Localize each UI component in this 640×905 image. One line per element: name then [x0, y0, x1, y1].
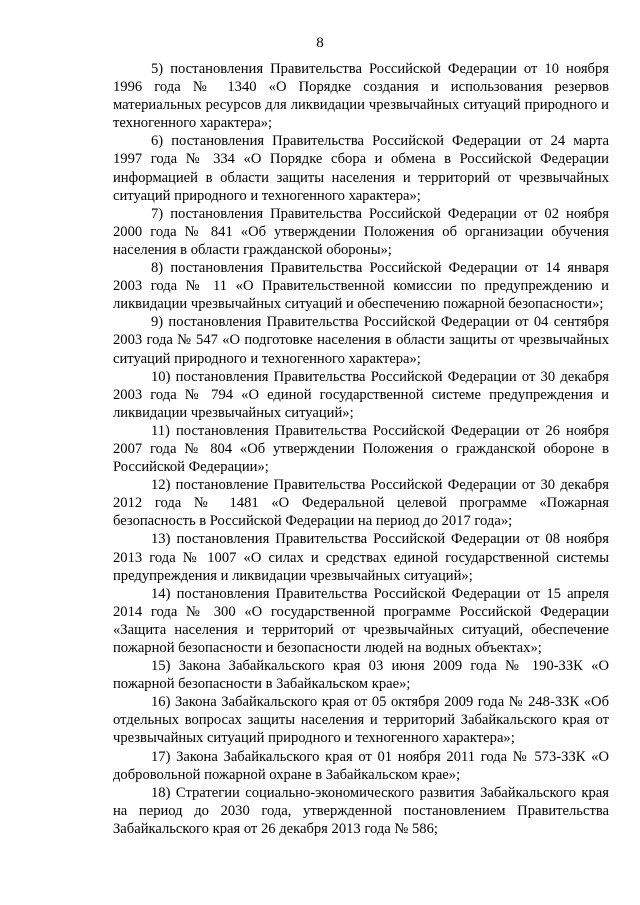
list-item-16: 16) Закона Забайкальского края от 05 октября 2009 года № 248-ЗЗК «Об отдельных вопросах защиты населения и территорий Забайкальского края от чрезвычайных ситуаций природного и техногенного характера»;	[113, 694, 609, 747]
list-item-7: 7) постановления Правительства Российской Федерации от 02 ноября 2000 года № 841 «Об утверждении Положения об организации обучения населения в области гражданской обороны»;	[113, 205, 609, 258]
document-body	[113, 60, 609, 838]
list-item-18: 18) Стратегии социально-экономического развития Забайкальского края на период до 2030 года, утвержденной постановлением Правительства Забайкальского края от 26 декабря 2013 года № 586;	[113, 784, 609, 837]
list-item-9: 9) постановления Правительства Российской Федерации от 04 сентября 2003 года № 547 «О подготовке населения в области защиты от чрезвычайных ситуаций природного и техногенного характера»;	[113, 314, 609, 367]
list-item-15: 15) Закона Забайкальского края 03 июня 2009 года № 190-ЗЗК «О пожарной безопасности в Забайкальском крае»;	[113, 658, 609, 693]
list-item-17: 17) Закона Забайкальского края от 01 ноября 2011 года № 573-ЗЗК «О добровольной пожарной охране в Забайкальском крае»;	[113, 748, 609, 783]
list-item-10: 10) постановления Правительства Российской Федерации от 30 декабря 2003 года № 794 «О единой государственной системе предупреждения и ликвидации чрезвычайных ситуаций»;	[113, 368, 609, 421]
list-item-8: 8) постановления Правительства Российской Федерации от 14 января 2003 года № 11 «О Правительственной комиссии по предупреждению и ликвидации чрезвычайных ситуаций и обеспечению пожарной безопасности»;	[113, 260, 609, 313]
list-item-11: 11) постановления Правительства Российской Федерации от 26 ноября 2007 года № 804 «Об утверждении Положения о гражданской обороне в Российской Федерации»;	[113, 422, 609, 476]
list-item-12: 12) постановление Правительства Российской Федерации от 30 декабря 2012 года № 1481 «О Федеральной целевой программе «Пожарная безопасность в Российской Федерации на период до 2017 года»;	[113, 477, 609, 530]
list-item-13: 13) постановления Правительства Российской Федерации от 08 ноября 2013 года № 1007 «О силах и средствах единой государственной системы предупреждения и ликвидации чрезвычайных ситуаций»;	[113, 531, 609, 584]
list-item-5: 5) постановления Правительства Российской Федерации от 10 ноября 1996 года № 1340 «О Порядке создания и использования резервов материальных ресурсов для ликвидации чрезвычайных ситуаций природного и техногенного характера»;	[113, 61, 609, 132]
list-item-14: 14) постановления Правительства Российской Федерации от 15 апреля 2014 года № 300 «О государственной программе Российской Федерации «Защита населения и территорий от чрезвычайных ситуаций, обеспечение пожарной безопасности и безопасности людей на водных объектах»;	[113, 585, 609, 656]
list-item-6: 6) постановления Правительства Российской Федерации от 24 марта 1997 года № 334 «О Порядке сбора и обмена в Российской Федерации информацией в области защиты населения и территорий от чрезвычайных ситуаций природного и техногенного характера»;	[113, 133, 609, 204]
page-number: 8	[316, 35, 324, 51]
